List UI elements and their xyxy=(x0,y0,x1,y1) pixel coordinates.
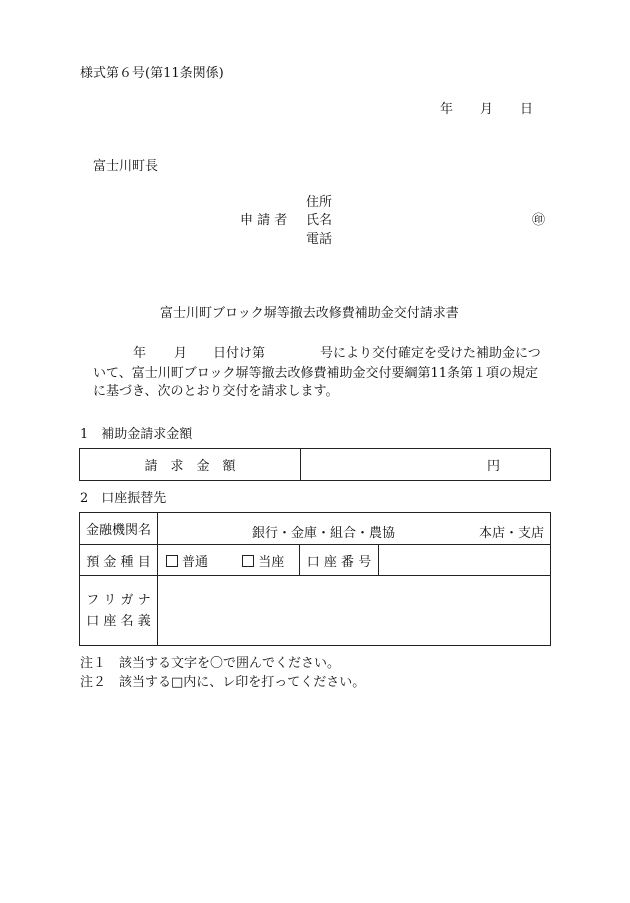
note-2: 注２ 該当する□内に、レ印を打ってください。 xyxy=(80,675,366,690)
document-title: 富士川町ブロック塀等撤去改修費補助金交付請求書 xyxy=(160,306,459,321)
body-day-number: 日付け第 xyxy=(213,346,266,361)
date-year-label: 年 xyxy=(440,102,454,117)
account-type-label: 預 金 種 目 xyxy=(80,545,158,576)
branch-types[interactable]: 本店・支店 xyxy=(478,526,544,541)
bank-types[interactable]: 銀行・金庫・組合・農協 xyxy=(252,526,396,541)
current-label: 当座 xyxy=(258,554,285,570)
body-month: 月 xyxy=(174,346,188,361)
current-checkbox[interactable] xyxy=(242,555,254,567)
name-label: 氏名 xyxy=(306,213,333,228)
account-name-field[interactable] xyxy=(158,576,551,646)
bank-name-field[interactable] xyxy=(158,513,551,545)
body-line3: に基づき、次のとおり交付を請求します。 xyxy=(93,384,339,399)
section1-heading: 1 補助金請求金額 xyxy=(80,427,193,442)
date-day-label: 日 xyxy=(520,102,534,117)
note-1: 注１ 該当する文字を〇で囲んでください。 xyxy=(80,656,341,671)
yen-unit: 円 xyxy=(486,459,500,474)
body-year: 年 xyxy=(133,346,147,361)
body-line2: いて、富士川町ブロック塀等撤去改修費補助金交付要綱第11条第１項の規定 xyxy=(93,366,539,381)
applicant-label: 申 請 者 xyxy=(240,213,288,228)
claim-amount-table xyxy=(79,448,551,481)
section2-heading: 2 口座振替先 xyxy=(80,491,167,506)
form-number: 様式第６号(第11条関係) xyxy=(80,66,224,81)
account-type-options xyxy=(158,545,300,576)
claim-amount-field[interactable] xyxy=(301,449,551,481)
bank-name-label: 金融機関名 xyxy=(80,513,158,545)
ordinary-label: 普通 xyxy=(182,554,209,570)
bank-account-table xyxy=(79,512,551,646)
account-number-field[interactable] xyxy=(379,545,551,576)
body-line1-rest: 号により交付確定を受けた補助金につ xyxy=(320,346,541,361)
addressee: 富士川町長 xyxy=(93,159,159,174)
claim-amount-label: 請 求 金 額 xyxy=(80,449,301,481)
phone-label: 電話 xyxy=(306,232,333,247)
account-name-label: フ リ ガ ナ 口 座 名 義 xyxy=(80,576,158,646)
ordinary-checkbox[interactable] xyxy=(166,555,178,567)
seal-mark: ㊞ xyxy=(532,213,546,228)
account-number-label: 口 座 番 号 xyxy=(300,545,379,576)
date-month-label: 月 xyxy=(480,102,494,117)
address-label: 住所 xyxy=(306,195,333,210)
